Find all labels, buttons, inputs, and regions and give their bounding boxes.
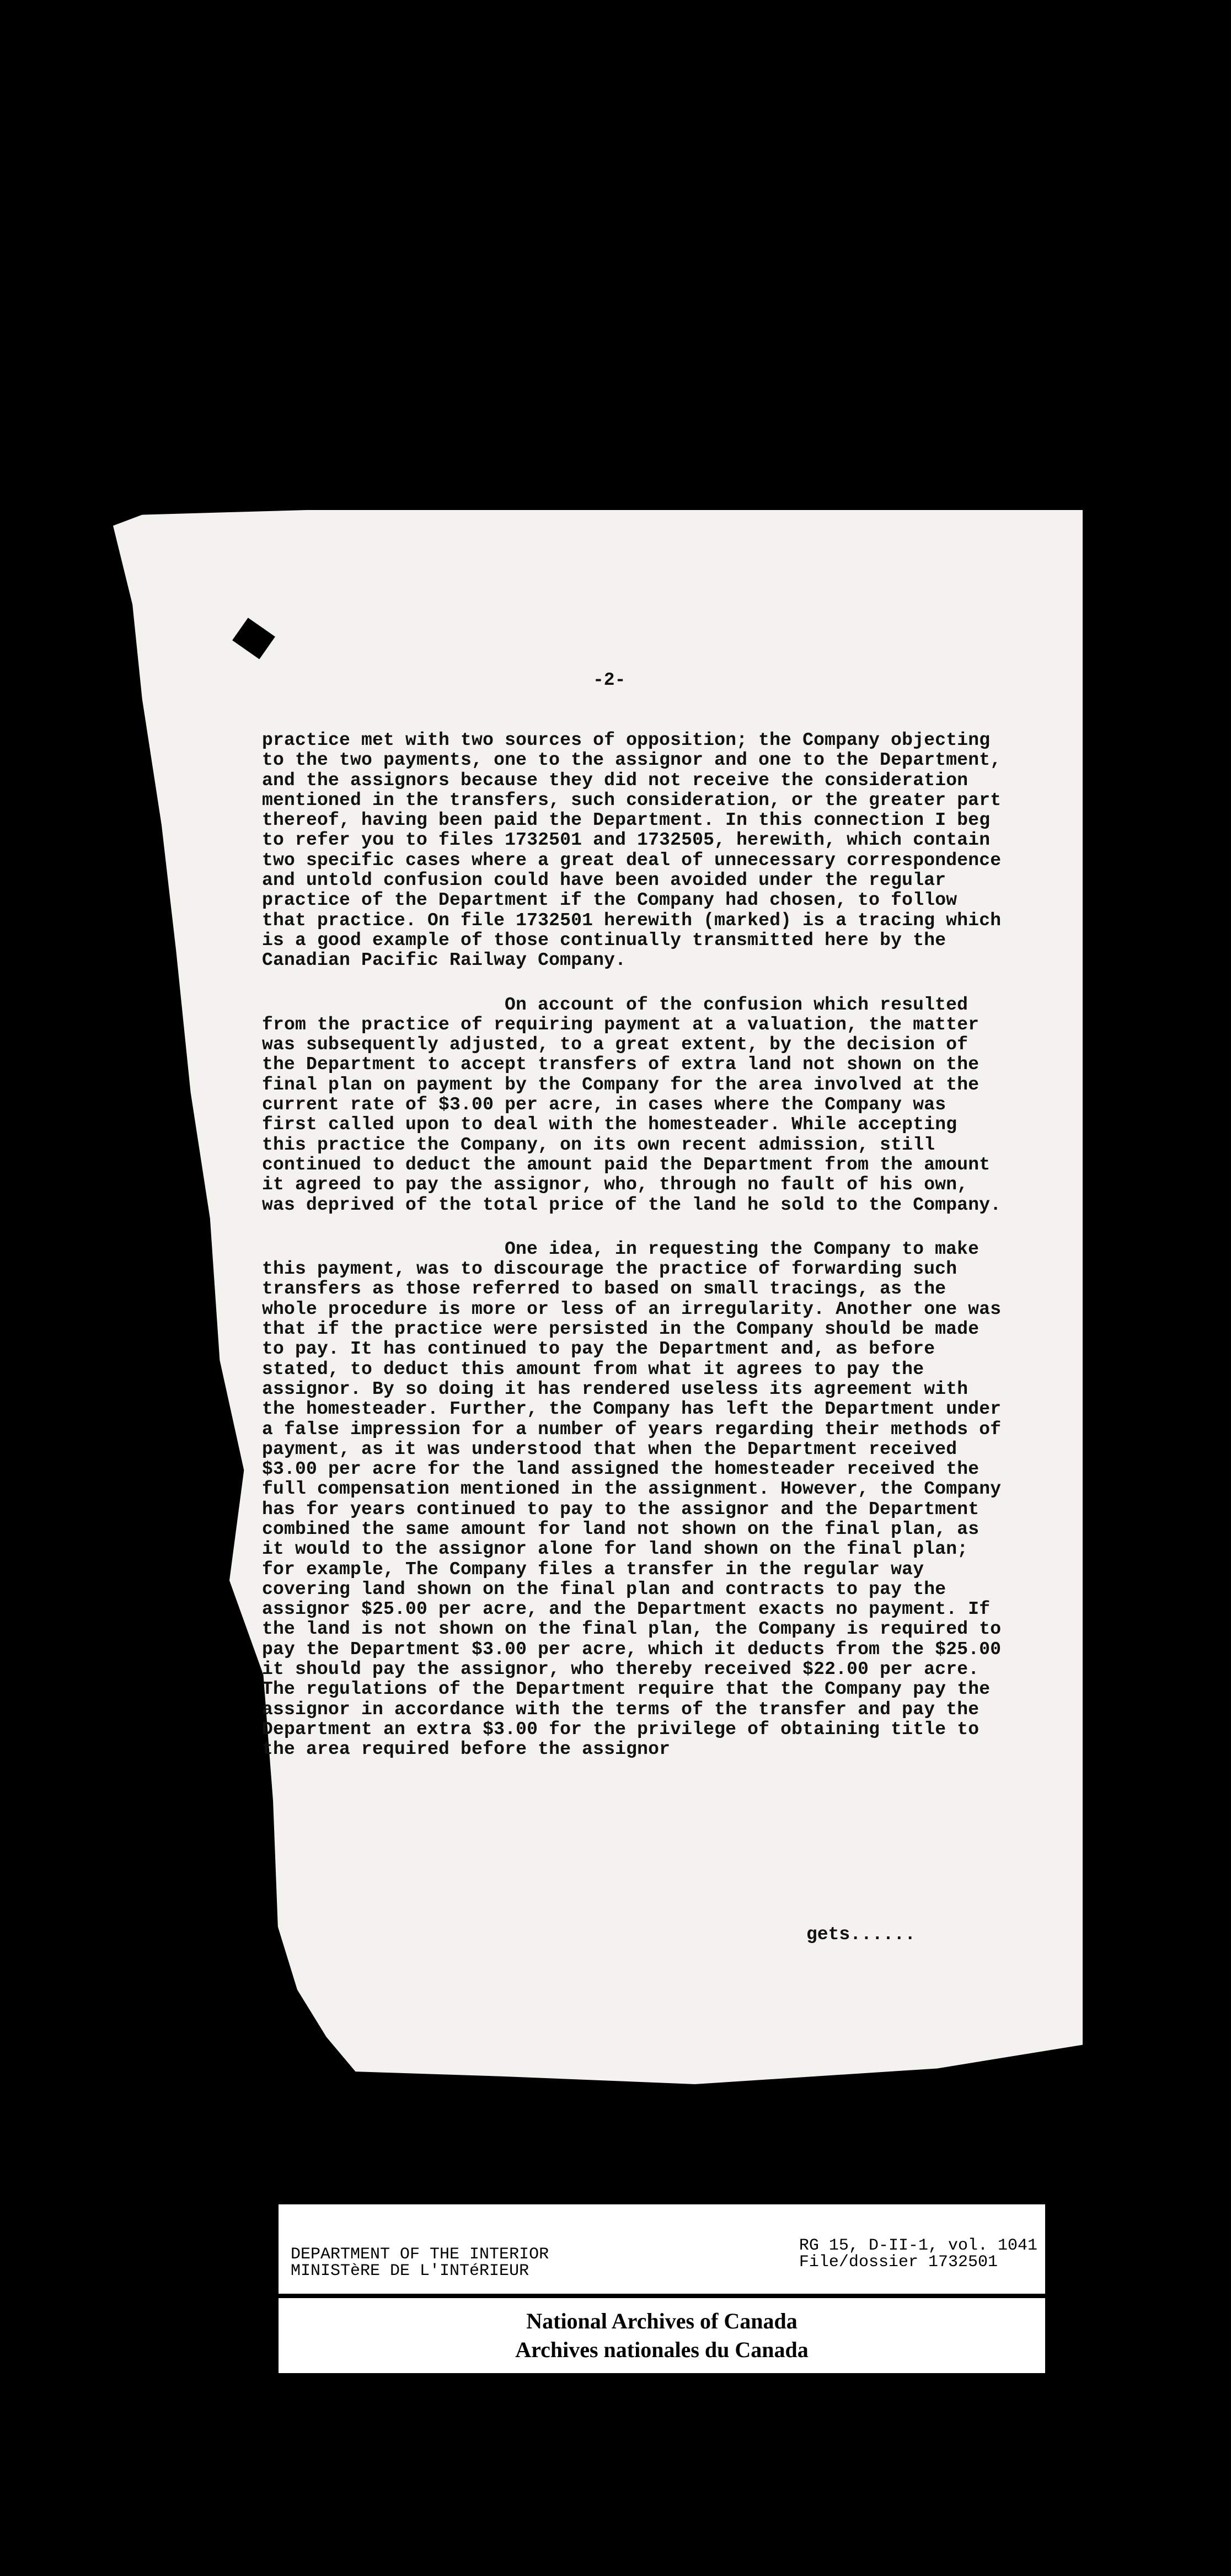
record-group: RG 15, D-II-1, vol. 1041 [799, 2236, 1037, 2255]
paragraph-1: practice met with two sources of opposition; the Company objecting to the two payments, one to the assignor and one to the Department, and the assignors because they did not receive the consideration mentioned in the transfers, such consideration, or the greater part thereof, having been paid the Department. In this connection I beg to refer you to files 1732501 and 1732505, herewith, which contain two specific cases where a great deal of unnecessary correspondence and untold confusion could have been avoided under the regular practice of the Department if the Company had chosen, to follow that practice. On file 1732501 herewith (marked) is a tracing which is a good example of those continually transmitted here by the Canadian Pacific Railway Company. [262, 730, 1002, 971]
paragraph-2 [262, 995, 1012, 1215]
paragraph-3-text: One idea, in requesting the Company to make this payment, was to discourage the practice of forwarding such transfers as those referred to based on small tracings, as the whole procedure is more or less of an irregularity. Another one was that if the practice were persisted in the Company should be made to pay. It has continued to pay the Department and, as before stated, to deduct this amount from what it agrees to pay the assignor. By so doing it has rendered useless its agreement with the homesteader. Further, the Company has left the Department under a false impression for a number of years regarding their methods of payment, as it was understood that when the Department received $3.00 per acre for the land assigned the homesteader received the full compensation mentioned in the assignment. However, the Company has for years continued to pay to the assignor and the Department combined the same amount for land not shown on the final plan, as it would to the assignor alone for land shown on the final plan; for example, The Company files a transfer in the regular way covering land shown on the final plan and contracts to pay the assignor $25.00 per acre, and the Department exacts no payment. If the land is not shown on the final plan, the Company is required to pay the Department $3.00 per acre, which it deducts from the $25.00 it should pay the assignor, who thereby received $22.00 per acre. The regulations of the Department require that the Company pay the assignor in accordance with the terms of the transfer and pay the Department an extra $3.00 for the privilege of obtaining title to the area required before the assignor [262, 1238, 1002, 1760]
department-en: DEPARTMENT OF THE INTERIOR [291, 2245, 549, 2264]
continuation-word: gets...... [806, 1924, 916, 1945]
archive-name-panel [279, 2298, 1045, 2373]
archive-name-en: National Archives of Canada [526, 2309, 798, 2333]
department-label [291, 2246, 549, 2279]
file-number: File/dossier 1732501 [799, 2253, 998, 2272]
page-number: -2- [593, 670, 626, 690]
letter-body [262, 731, 1012, 1784]
paragraph-2-text: On account of the confusion which resulted from the practice of requiring payment at a valuation, the matter was subsequently adjusted, to a great extent, by the decision of the Department to accept transfers of extra land not shown on the final plan on payment by the Company for the area involved at the current rate of $3.00 per acre, in cases where the Company was first called upon to deal with the homesteader. While accepting this practice the Company, on its own recent admission, still continued to deduct the amount paid the Department from the amount it agreed to pay the assignor, who, through no fault of his own, was deprived of the total price of the land he sold to the Company. [262, 994, 1002, 1215]
footer-reference-panel [279, 2204, 1045, 2294]
archive-footer [279, 2204, 1045, 2373]
archive-name-fr: Archives nationales du Canada [515, 2337, 809, 2362]
department-fr: MINISTèRE DE L'INTéRIEUR [291, 2262, 529, 2280]
file-reference [799, 2237, 1037, 2271]
paragraph-3 [262, 1239, 1012, 1760]
